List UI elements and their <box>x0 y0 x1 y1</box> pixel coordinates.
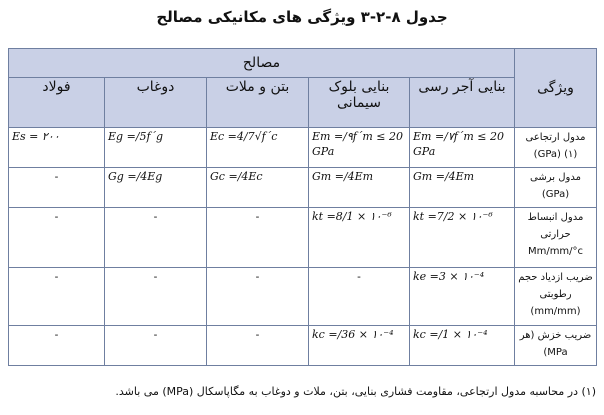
column-header: دوغاب <box>105 78 207 128</box>
column-header: فولاد <box>9 78 105 128</box>
table-row <box>9 268 597 326</box>
table-cell: - <box>105 326 207 366</box>
table-cell: Eg =/5f´g <box>105 128 207 168</box>
table-cell: kt =7/2 × ۱۰⁻⁶ <box>410 208 515 268</box>
table-cell: Gg =/4Eg <box>105 168 207 208</box>
table-row <box>9 128 597 168</box>
table-cell: kc =/36 × ۱۰⁻⁴ <box>309 326 410 366</box>
table-cell: - <box>207 268 309 326</box>
table-footnote: (۱) در محاسبه مدول ارتجاعی، مقاومت فشاری بنایی، بتن، ملات و دوغاب به مگاپاسکال (MPa) می باشد. <box>115 385 596 398</box>
column-header: بتن و ملات <box>207 78 309 128</box>
property-header: ویژگی <box>515 49 597 128</box>
page-title: جدول ۸-۲-۳ ویژگی های مکانیکی مصالح <box>156 8 448 26</box>
table-cell: - <box>105 268 207 326</box>
property-label: مدول انبساط حرارتی Mm/mm/°c <box>515 208 597 268</box>
table-cell: - <box>9 326 105 366</box>
table-cell: Gc =/4Ec <box>207 168 309 208</box>
table-cell: - <box>207 326 309 366</box>
table-cell: kc =/1 × ۱۰⁻⁴ <box>410 326 515 366</box>
table-subheader-row <box>9 78 597 128</box>
table-row <box>9 168 597 208</box>
table-cell: Em =/۷f´m ≤ 20 GPa <box>410 128 515 168</box>
table-cell: kt =8/1 × ۱۰⁻⁶ <box>309 208 410 268</box>
column-header: بنایی بلوک سیمانی <box>309 78 410 128</box>
table-cell: ke =3 × ۱۰⁻⁴ <box>410 268 515 326</box>
table-cell: - <box>207 208 309 268</box>
property-label: ضریب ازدیاد حجم رطوبتی (mm/mm) <box>515 268 597 326</box>
table-row <box>9 326 597 366</box>
table-cell: - <box>9 268 105 326</box>
table-header-row <box>9 49 597 78</box>
mechanical-properties-table <box>8 48 597 366</box>
table-row <box>9 208 597 268</box>
table-cell: Gm =/4Em <box>410 168 515 208</box>
property-label: مدول برشی (GPa) <box>515 168 597 208</box>
table-cell: Ec =4/7√f´c <box>207 128 309 168</box>
table-cell: - <box>9 168 105 208</box>
table-cell: Em =/۹f´m ≤ 20 GPa <box>309 128 410 168</box>
table-cell: - <box>9 208 105 268</box>
table-cell: Es = ۲۰۰ <box>9 128 105 168</box>
property-label: ضریب خزش (هر MPa) <box>515 326 597 366</box>
table-cell: - <box>309 268 410 326</box>
materials-group-header: مصالح <box>9 49 515 78</box>
property-label: مدول ارتجاعی (۱) (GPa) <box>515 128 597 168</box>
table-cell: Gm =/4Em <box>309 168 410 208</box>
table-cell: - <box>105 208 207 268</box>
column-header: بنایی آجر رسی <box>410 78 515 128</box>
